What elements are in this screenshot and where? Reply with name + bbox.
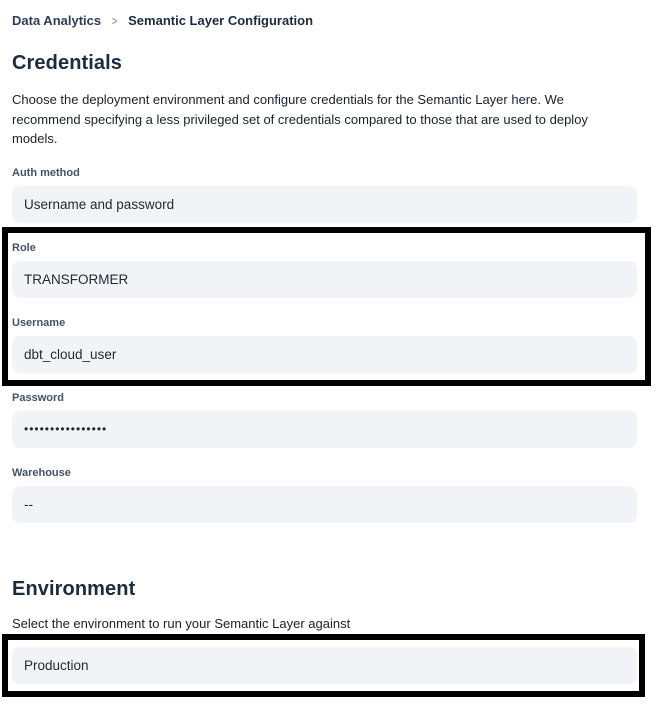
chevron-right-icon: > — [111, 14, 118, 28]
warehouse-label: Warehouse — [12, 466, 71, 479]
environment-heading: Environment — [12, 577, 136, 600]
field-group-password — [12, 392, 637, 448]
auth-method-input[interactable]: Username and password — [12, 186, 637, 223]
breadcrumb-item-current: Semantic Layer Configuration — [128, 13, 314, 28]
username-label: Username — [12, 316, 66, 329]
username-input[interactable]: dbt_cloud_user — [12, 336, 637, 373]
credentials-description — [12, 90, 637, 149]
credentials-heading: Credentials — [12, 52, 123, 74]
breadcrumb — [12, 13, 637, 29]
credentials-description-line: Choose the deployment environment and configure credentials for the Semantic Layer here. We — [12, 92, 564, 107]
credentials-description-line: models. — [12, 131, 58, 146]
environment-description: Select the environment to run your Semantic Layer against — [12, 615, 351, 631]
password-label: Password — [12, 391, 64, 404]
credentials-description-line: recommend specifying a less privileged set of credentials compared to those that are used to deploy — [12, 111, 588, 127]
environment-select[interactable]: Production — [12, 647, 637, 684]
field-group-auth-method — [12, 167, 637, 223]
field-group-username — [12, 317, 637, 373]
field-group-warehouse — [12, 467, 637, 523]
field-group-role — [12, 242, 637, 298]
breadcrumb-item-data-analytics[interactable]: Data Analytics — [12, 13, 102, 28]
password-input[interactable]: •••••••••••••••• — [12, 411, 637, 448]
role-input[interactable]: TRANSFORMER — [12, 261, 637, 298]
auth-method-label: Auth method — [12, 166, 80, 179]
role-label: Role — [12, 241, 36, 254]
warehouse-input[interactable]: -- — [12, 486, 637, 523]
